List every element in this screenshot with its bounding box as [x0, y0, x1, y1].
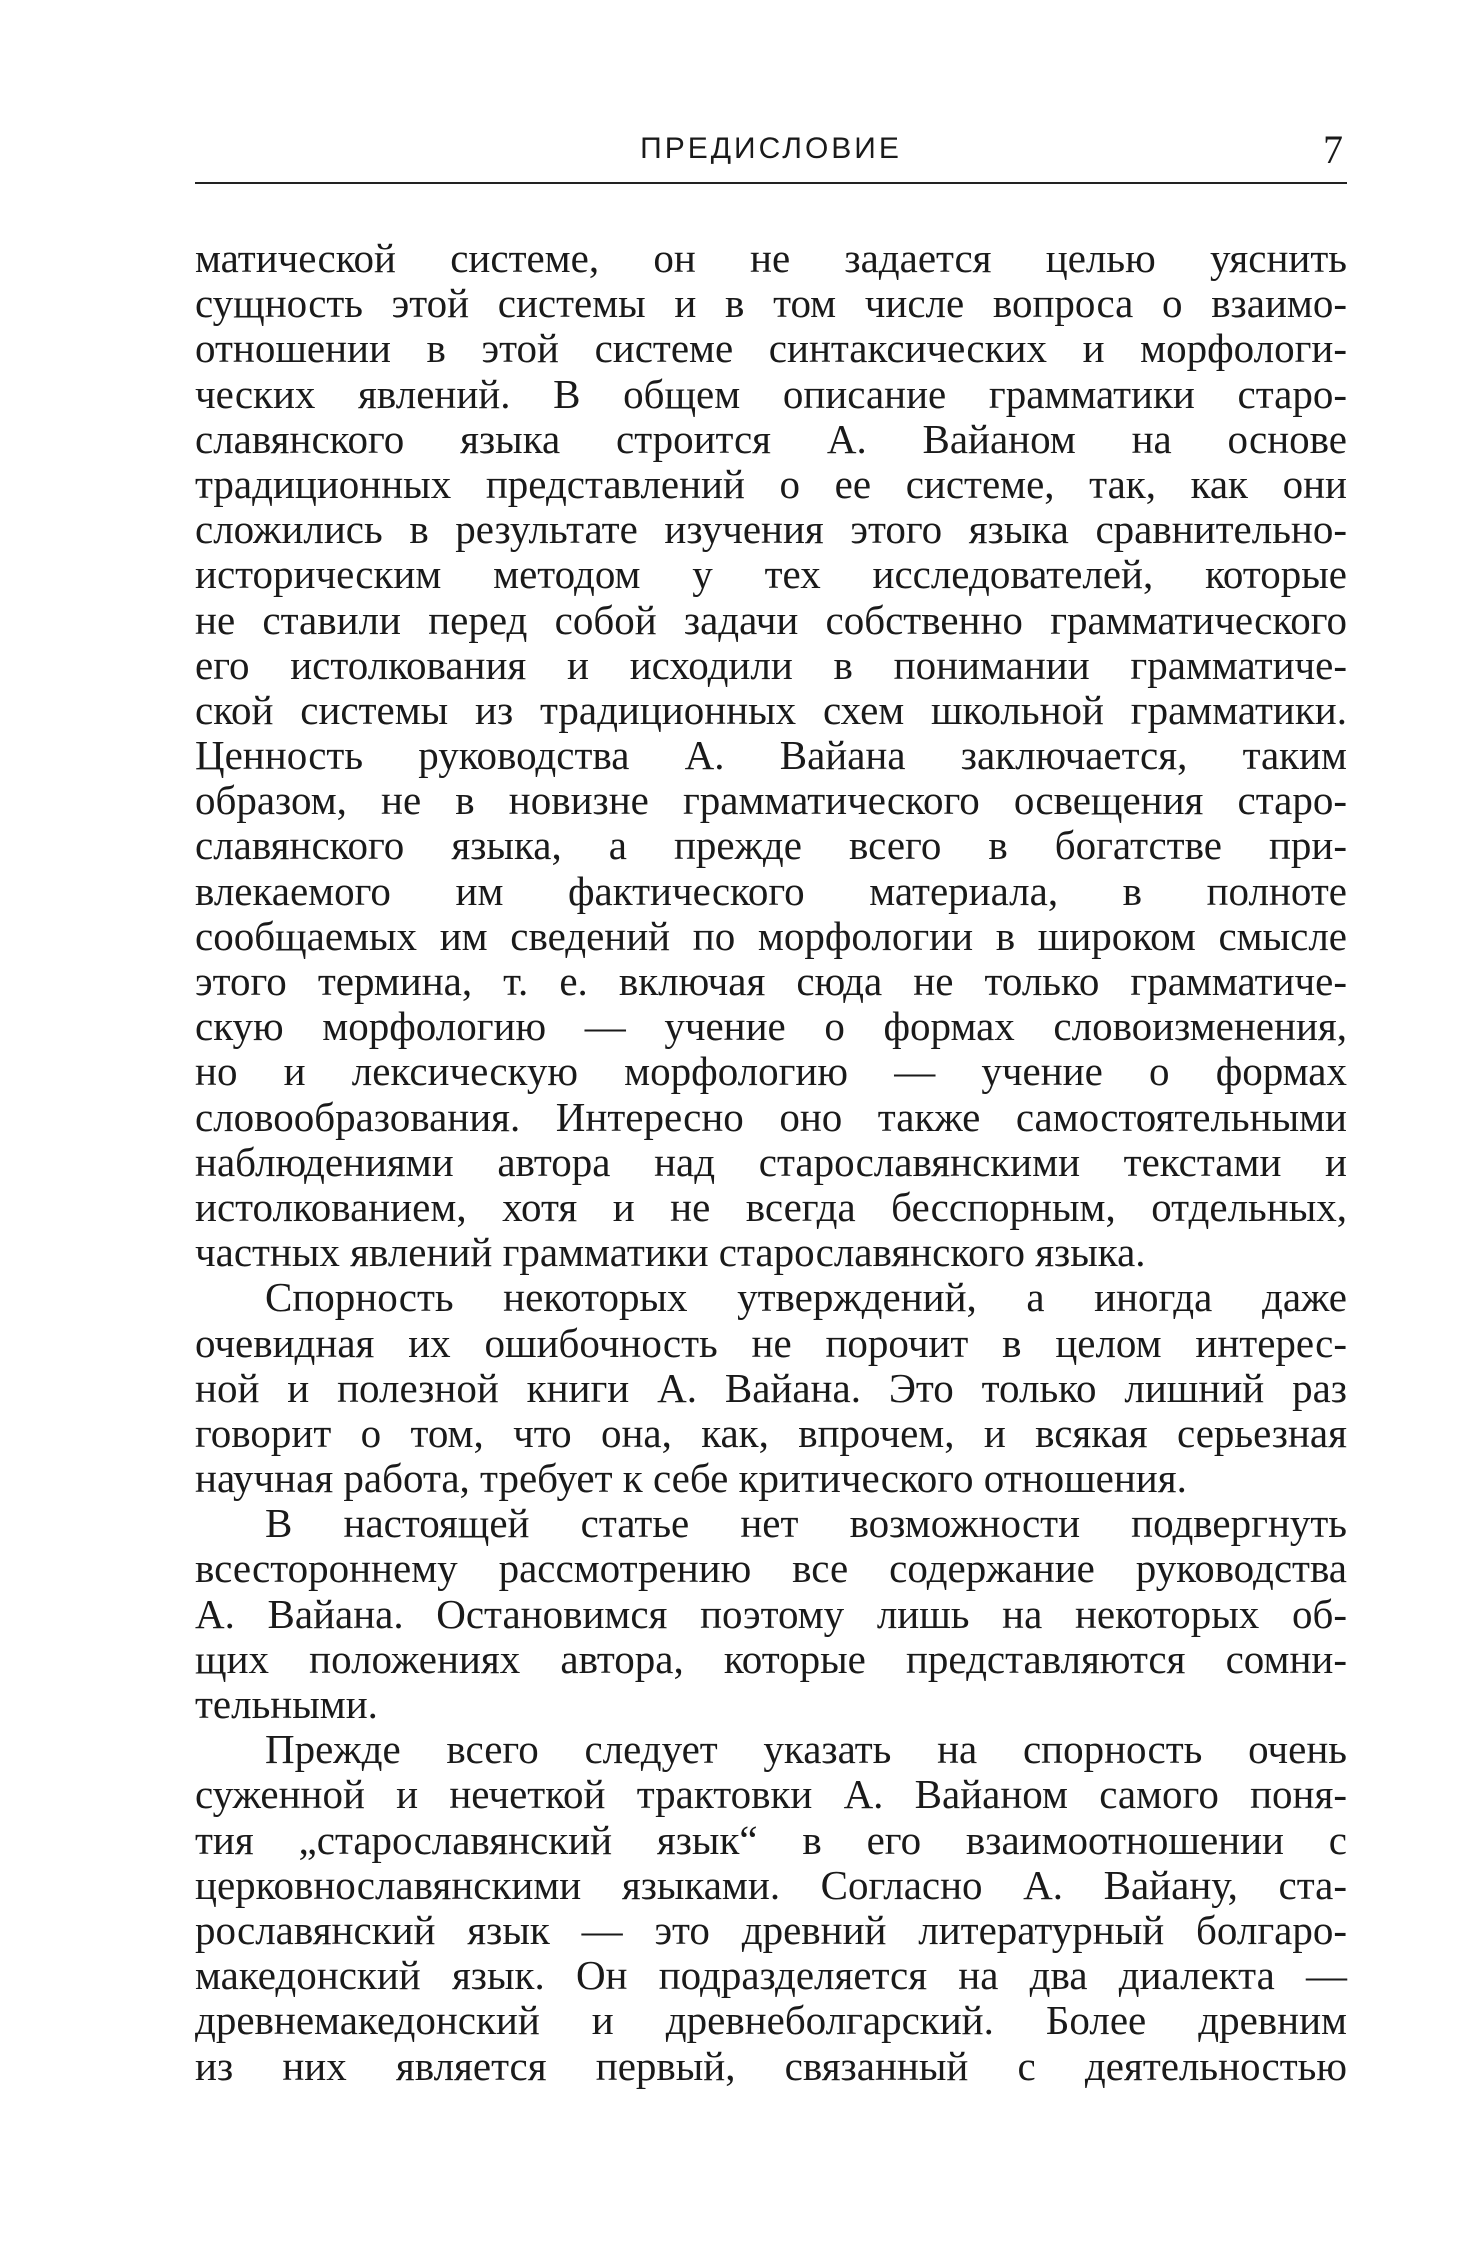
- text-line: скую морфологию — учение о формах словоизменения,: [195, 1003, 1347, 1050]
- text-line: словообразования. Интересно оно также самостоятельными: [195, 1093, 1347, 1140]
- text-line: отношении в этой системе синтаксических и морфологи-: [195, 325, 1347, 372]
- text-line: Спорность некоторых утверждений, а иногда даже: [265, 1274, 1347, 1321]
- text-line: тельными.: [195, 1681, 378, 1727]
- text-line: В настоящей статье нет возможности подвергнуть: [265, 1500, 1347, 1547]
- text-line: не ставили перед собой задачи собственно грамматического: [195, 596, 1347, 643]
- text-line: Ценность руководства А. Вайана заключается, таким: [195, 732, 1347, 779]
- text-line: тия „старославянский язык“ в его взаимоотношении с: [195, 1816, 1347, 1863]
- text-line: суженной и нечеткой трактовки А. Вайаном самого поня-: [195, 1771, 1347, 1818]
- text-line: древнемакедонский и древнеболгарский. Более древним: [195, 1997, 1347, 2044]
- running-title: ПРЕДИСЛОВИЕ: [640, 132, 902, 165]
- text-line: сложились в результате изучения этого языка сравнительно-: [195, 506, 1347, 553]
- text-line: македонский язык. Он подразделяется на два диалекта —: [195, 1952, 1347, 1999]
- text-line: из них является первый, связанный с деятельностью: [195, 2042, 1347, 2089]
- text-line: матической системе, он не задается целью уяснить: [195, 235, 1347, 281]
- text-line: образом, не в новизне грамматического освещения старо-: [195, 777, 1347, 824]
- text-line: ной и полезной книги А. Вайана. Это только лишний раз: [195, 1364, 1347, 1411]
- text-line: очевидная их ошибочность не порочит в целом интерес-: [195, 1319, 1347, 1366]
- text-line: рославянский язык — это древний литературный болгаро-: [195, 1906, 1347, 1953]
- text-line: церковнославянскими языками. Согласно А. Вайану, ста-: [195, 1861, 1347, 1908]
- text-line: говорит о том, что она, как, впрочем, и всякая серьезная: [195, 1409, 1347, 1456]
- text-line: историческим методом у тех исследователей, которые: [195, 551, 1347, 598]
- text-line: этого термина, т. е. включая сюда не только грамматиче-: [195, 958, 1347, 1004]
- text-line: всестороннему рассмотрению все содержание руководства: [195, 1545, 1347, 1592]
- page-header: [195, 128, 1347, 184]
- body-text: [195, 236, 1347, 2089]
- text-line: славянского языка, а прежде всего в богатстве при-: [195, 822, 1347, 869]
- text-line: Прежде всего следует указать на спорность очень: [265, 1726, 1347, 1773]
- text-line: сообщаемых им сведений по морфологии в широком смысле: [195, 912, 1347, 959]
- text-line: славянского языка строится А. Вайаном на основе: [195, 415, 1347, 462]
- text-line: сущность этой системы и в том числе вопроса о взаимо-: [195, 280, 1347, 327]
- text-line: наблюдениями автора над старославянскими текстами и: [195, 1138, 1347, 1185]
- text-line: научная работа, требует к себе критического отношения.: [195, 1455, 1187, 1502]
- text-line: щих положениях автора, которые представляются сомни-: [195, 1635, 1347, 1682]
- paragraph-1: [195, 236, 1347, 1275]
- text-line: истолкованием, хотя и не всегда бесспорным, отдельных,: [195, 1183, 1347, 1230]
- text-line: частных явлений грамматики старославянского языка.: [195, 1229, 1146, 1276]
- text-line: его истолкования и исходили в понимании грамматиче-: [195, 641, 1347, 688]
- text-line: ческих явлений. В общем описание грамматики старо-: [195, 370, 1347, 417]
- text-line: ской системы из традиционных схем школьной грамматики.: [195, 686, 1347, 733]
- paragraph-4: [195, 1727, 1347, 2089]
- text-line: но и лексическую морфологию — учение о формах: [195, 1048, 1347, 1095]
- page-number: 7: [1323, 127, 1343, 172]
- paragraph-3: [195, 1501, 1347, 1727]
- paragraph-2: [195, 1275, 1347, 1501]
- text-line: традиционных представлений о ее системе, так, как они: [195, 460, 1347, 507]
- text-line: А. Вайана. Остановимся поэтому лишь на некоторых об-: [195, 1590, 1347, 1637]
- text-line: влекаемого им фактического материала, в полноте: [195, 867, 1347, 914]
